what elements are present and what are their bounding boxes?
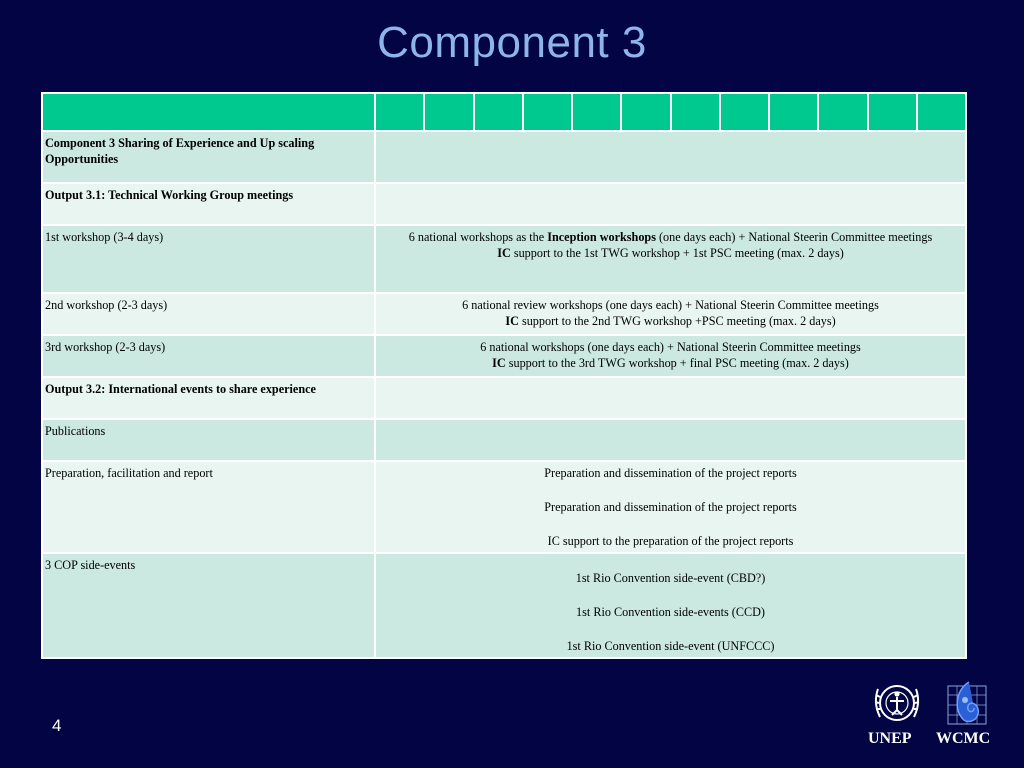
unep-logo-text: UNEP <box>868 730 912 747</box>
wcmc-emblem-icon <box>944 680 990 728</box>
logo-group <box>862 680 1002 752</box>
table-row <box>42 461 966 553</box>
table-row <box>42 131 966 183</box>
row-label: 1st workshop (3-4 days) <box>42 225 375 293</box>
row-label: Publications <box>42 419 375 461</box>
content-line: IC support to the 3rd TWG workshop + final PSC meeting (max. 2 days) <box>492 356 849 370</box>
row-content <box>375 553 966 658</box>
table-row <box>42 419 966 461</box>
header-cell <box>572 93 621 131</box>
header-cell <box>671 93 720 131</box>
table-row <box>42 293 966 335</box>
content-line: 6 national workshops as the Inception workshops (one days each) + National Steerin Committee meetings <box>408 230 933 244</box>
content-line: IC support to the preparation of the project reports <box>547 534 794 548</box>
content-line: IC support to the 2nd TWG workshop +PSC meeting (max. 2 days) <box>505 314 836 328</box>
row-content <box>375 461 966 553</box>
table-row <box>42 553 966 658</box>
header-cell <box>621 93 670 131</box>
row-label: 2nd workshop (2-3 days) <box>42 293 375 335</box>
header-cell <box>375 93 424 131</box>
content-line: Preparation and dissemination of the project reports <box>544 500 797 514</box>
header-cell <box>42 93 375 131</box>
header-row <box>42 93 966 131</box>
table-row <box>42 377 966 419</box>
row-label: Preparation, facilitation and report <box>42 461 375 553</box>
row-label: Component 3 Sharing of Experience and Up scaling Opportunities <box>42 131 375 183</box>
header-cell <box>720 93 769 131</box>
header-cell <box>917 93 966 131</box>
content-line: 6 national review workshops (one days each) + National Steerin Committee meetings <box>462 298 879 312</box>
wcmc-logo-text: WCMC <box>936 730 991 747</box>
row-label: Output 3.2: International events to share experience <box>42 377 375 419</box>
content-line: 1st Rio Convention side-events (CCD) <box>576 605 765 619</box>
unep-emblem-icon <box>870 680 924 726</box>
content-line: 6 national workshops (one days each) + National Steerin Committee meetings <box>480 340 861 354</box>
row-label: 3 COP side-events <box>42 553 375 658</box>
content-line: IC support to the 1st TWG workshop + 1st PSC meeting (max. 2 days) <box>497 246 844 260</box>
table-row <box>42 183 966 225</box>
content-line: Preparation and dissemination of the project reports <box>544 466 797 480</box>
header-cell <box>818 93 867 131</box>
header-cell <box>868 93 917 131</box>
component-table <box>41 92 967 659</box>
table-row <box>42 335 966 377</box>
row-label: 3rd workshop (2-3 days) <box>42 335 375 377</box>
row-content <box>375 225 966 293</box>
row-content <box>375 377 966 419</box>
row-content <box>375 131 966 183</box>
header-cell <box>424 93 473 131</box>
row-content <box>375 335 966 377</box>
header-cell <box>769 93 818 131</box>
content-line: 1st Rio Convention side-event (UNFCCC) <box>566 639 775 653</box>
row-content <box>375 419 966 461</box>
row-content <box>375 293 966 335</box>
row-content <box>375 183 966 225</box>
header-cell <box>523 93 572 131</box>
header-cell <box>474 93 523 131</box>
table-row <box>42 225 966 293</box>
row-label: Output 3.1: Technical Working Group meetings <box>42 183 375 225</box>
slide-number: 4 <box>52 716 62 735</box>
slide-title: Component 3 <box>377 18 647 67</box>
content-line: 1st Rio Convention side-event (CBD?) <box>575 571 766 585</box>
